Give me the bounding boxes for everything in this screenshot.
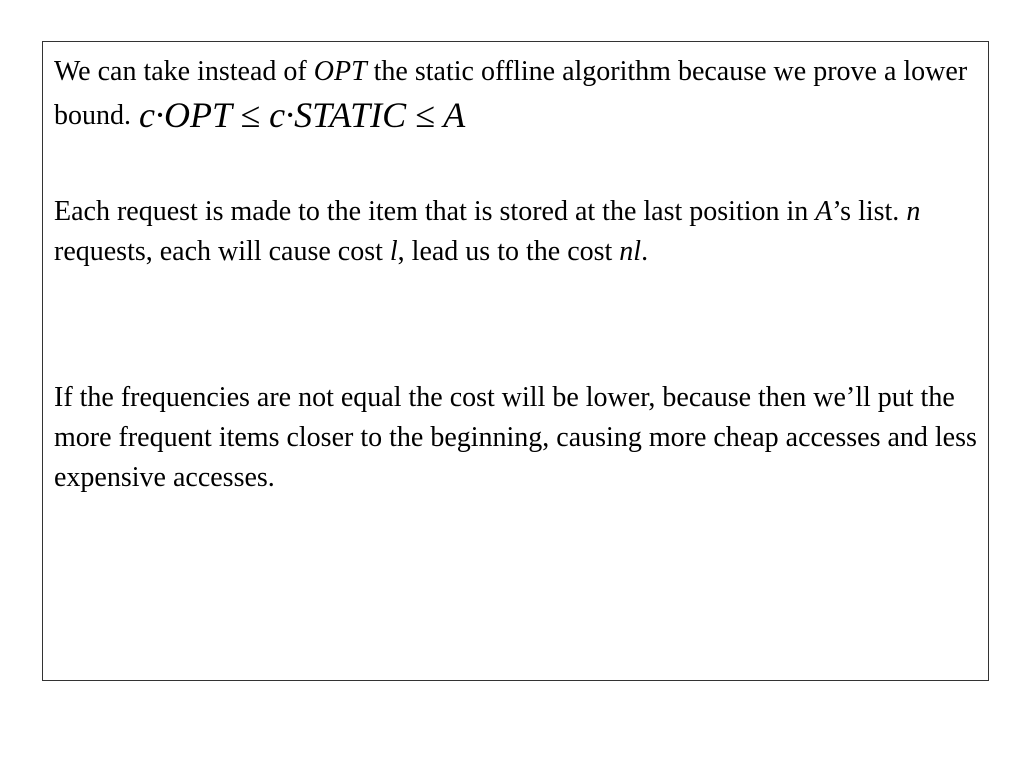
paragraph-frequencies: If the frequencies are not equal the cost will be lower, because then we’ll put the more frequent items closer to the beginning, causing more cheap accesses and less expensive accesses. — [54, 382, 977, 493]
a-variable: A — [815, 196, 833, 227]
l-variable: l — [389, 236, 398, 267]
nl-variable: nl — [619, 236, 642, 267]
paragraph-text: , lead us to the cost — [397, 236, 620, 267]
paragraph-request-cost — [54, 192, 984, 272]
paragraph-text: . — [641, 236, 649, 267]
paragraph-text: requests, each will cause cost — [54, 236, 390, 267]
paragraph-text: ’s list. — [832, 196, 907, 227]
paragraph-lower-bound — [54, 52, 984, 136]
paragraph-text: Each request is made to the item that is stored at the last position in — [54, 196, 816, 227]
paragraph-text: We can take instead of — [54, 56, 314, 87]
opt-variable: OPT — [313, 56, 367, 87]
paragraph-text: the static offline algorithm because we prove a lower bound. — [54, 56, 968, 131]
n-variable: n — [906, 196, 921, 227]
lower-bound-formula: c·OPT ≤ c·STATIC ≤ A — [139, 95, 466, 135]
slide-text-frame — [42, 41, 989, 681]
